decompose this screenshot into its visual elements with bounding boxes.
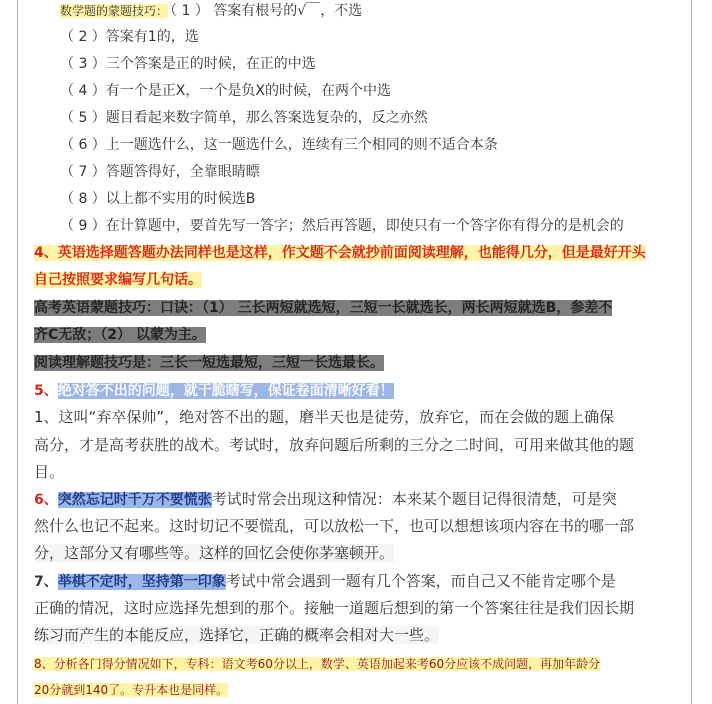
tip-item-8: （ 8 ）以上都不实用的时候选B [60, 191, 256, 207]
section5-line1: 1、这叫“弃卒保帅”，绝对答不出的题，磨半天也是徒劳，放弃它，而在会做的题上确保 [34, 408, 615, 426]
tips-heading-line [60, 2, 364, 20]
tip-item-3: （ 3 ）三个答案是正的时候，在正的中选 [60, 56, 316, 72]
tip-item-5: （ 5 ）题目看起来数字简单，那么答案选复杂的，反之亦然 [60, 110, 428, 126]
section7-line3: 练习而产生的本能反应，选择它，正确的概率会相对大一些。 [34, 626, 440, 644]
gaokao-line2: 齐C无敌；（2） 以蒙为主。 [34, 327, 206, 343]
tips-title: 数学题的蒙题技巧： [60, 4, 169, 18]
section8-line2: 20分就到140了。专升本也是同样。 [34, 683, 229, 697]
section8-line1: 8、分析各门得分情况如下，专科：语文考60分以上，数学、英语加起来考60分应该不成问题，再加年龄分 [34, 657, 601, 671]
section6-line2: 然什么也记不起来。这时切记不要慌乱，可以放松一下，也可以想想该项内容在书的哪一部 [34, 517, 635, 535]
section4-line1: 4、英语选择题答题办法同样也是这样，作文题不会就抄前面阅读理解，也能得几分，但是最好开头 [34, 245, 646, 261]
section6-line3: 分，这部分又有哪些等。这样的回忆会使你茅塞顿开。 [34, 544, 395, 562]
gaokao-line1: 高考英语蒙题技巧：口诀：（1） 三长两短就选短，三短一长就选长，两长两短就选B，参差不 [34, 300, 613, 316]
tip-item-6: （ 6 ）上一题选什么，这一题选什么，连续有三个相同的则不适合本条 [60, 137, 498, 153]
section5-heading: 5、绝对答不出的问题，就干脆瞎写，保证卷面清晰好看！ [34, 383, 394, 399]
section6-line1: 6、突然忘记时千万不要慌张考试时常会出现这种情况：本来某个题目记得很清楚，可是突 [34, 490, 617, 508]
tip-item-4: （ 4 ）有一个是正X，一个是负X的时候，在两个中选 [60, 83, 391, 99]
section5-line2: 高分，才是高考获胜的战术。考试时，放弃问题后所剩的三分之二时间，可用来做其他的题 [34, 436, 635, 454]
tip-item-9: （ 9 ）在计算题中，要首先写一答字；然后再答题，即使只有一个答字你有得分的是机会的 [60, 218, 624, 234]
section4-line2: 自己按照要求编写几句话。 [34, 272, 202, 288]
tip-item-1: （ 1 ） 答案有根号的√￣，不选 [170, 3, 363, 19]
section7-line2: 正确的情况，这时应选择先想到的那个。接触一道题后想到的第一个答案往往是我们因长期 [34, 599, 635, 617]
section7-line1: 7、举棋不定时，坚持第一印象考试中常会遇到一题有几个答案，而自己又不能肯定哪个是 [34, 572, 616, 590]
tip-item-2: （ 2 ）答案有1的，选 [60, 29, 199, 45]
section5-line3: 目。 [34, 463, 65, 481]
reading-tip-line: 阅读理解题技巧是：三长一短选最短，三短一长选最长。 [34, 355, 384, 371]
tip-item-7: （ 7 ）答题答得好，全靠眼睛瞟 [60, 164, 260, 180]
